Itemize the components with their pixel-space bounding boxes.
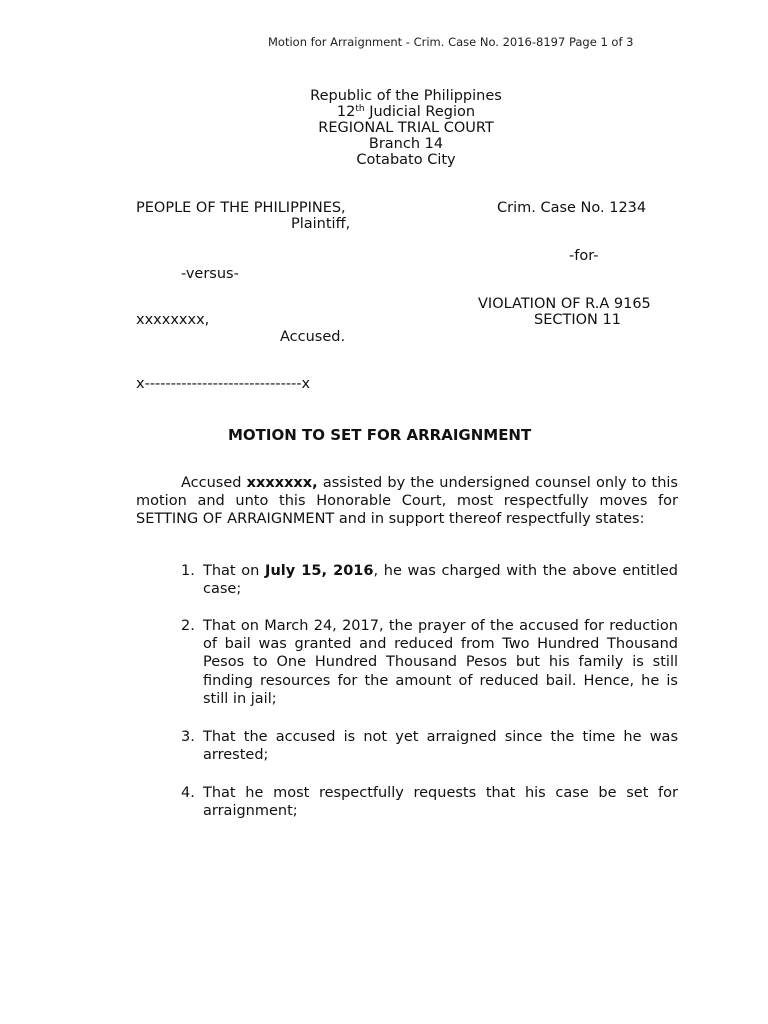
intro-accused-name: xxxxxxx,	[246, 475, 318, 491]
list-item-number: 1.	[181, 563, 195, 579]
intro-paragraph	[136, 474, 678, 529]
list-item	[181, 784, 678, 820]
intro-prefix: Accused	[181, 475, 247, 491]
caption-separator: x------------------------------x	[136, 376, 311, 392]
region-suffix: th	[355, 104, 365, 114]
region-number: 12	[336, 104, 356, 120]
court-republic: Republic of the Philippines	[310, 88, 502, 104]
plaintiff-role: Plaintiff,	[291, 216, 351, 232]
versus-label: -versus-	[181, 266, 239, 282]
case-number: Crim. Case No. 1234	[497, 200, 647, 216]
list-item-text-pre: That on	[203, 563, 266, 579]
list-item-text	[203, 562, 678, 598]
list-item-number: 4.	[181, 785, 195, 801]
violation-line-1: VIOLATION OF R.A 9165	[478, 296, 651, 312]
court-city: Cotabato City	[356, 152, 456, 168]
accused-role: Accused.	[280, 329, 346, 345]
violation-line-2: SECTION 11	[534, 312, 621, 328]
list-item-text: That he most respectfully requests that his case be set for arraignment;	[203, 785, 678, 820]
list-item-text: That the accused is not yet arraigned since the time he was arrested;	[203, 729, 678, 764]
list-item-number: 2.	[181, 618, 195, 634]
list-item-text: That on March 24, 2017, the prayer of the accused for reduction of bail was granted and reduced from Two Hundred Thousand Pesos to One Hundred Thousand Pesos but his family is still finding resources for the amount of reduced bail. Hence, he is still in jail;	[203, 618, 678, 707]
running-header: Motion for Arraignment - Crim. Case No. 2016-8197 Page 1 of 3	[268, 35, 634, 49]
intro-body: assisted by the undersigned counsel only to this motion and unto this Honorable Court, most respectfully moves for SETTING OF ARRAIGNMENT and in support thereof respectfully states:	[136, 475, 678, 528]
region-label: Judicial Region	[364, 104, 476, 120]
court-region	[0, 104, 768, 120]
document-title: MOTION TO SET FOR ARRAIGNMENT	[228, 426, 532, 444]
charge-date: July 15, 2016	[265, 563, 374, 579]
court-branch: Branch 14	[368, 136, 444, 152]
list-item-number: 3.	[181, 729, 195, 745]
court-name: REGIONAL TRIAL COURT	[318, 120, 494, 136]
list-item	[181, 562, 678, 598]
list-item	[181, 617, 678, 708]
accused-name: xxxxxxxx,	[136, 312, 210, 328]
plaintiff-name: PEOPLE OF THE PHILIPPINES,	[136, 200, 346, 216]
list-item	[181, 728, 678, 764]
list-item-text-post: , he was charged with the above entitled case;	[203, 563, 678, 598]
for-label: -for-	[569, 248, 599, 264]
